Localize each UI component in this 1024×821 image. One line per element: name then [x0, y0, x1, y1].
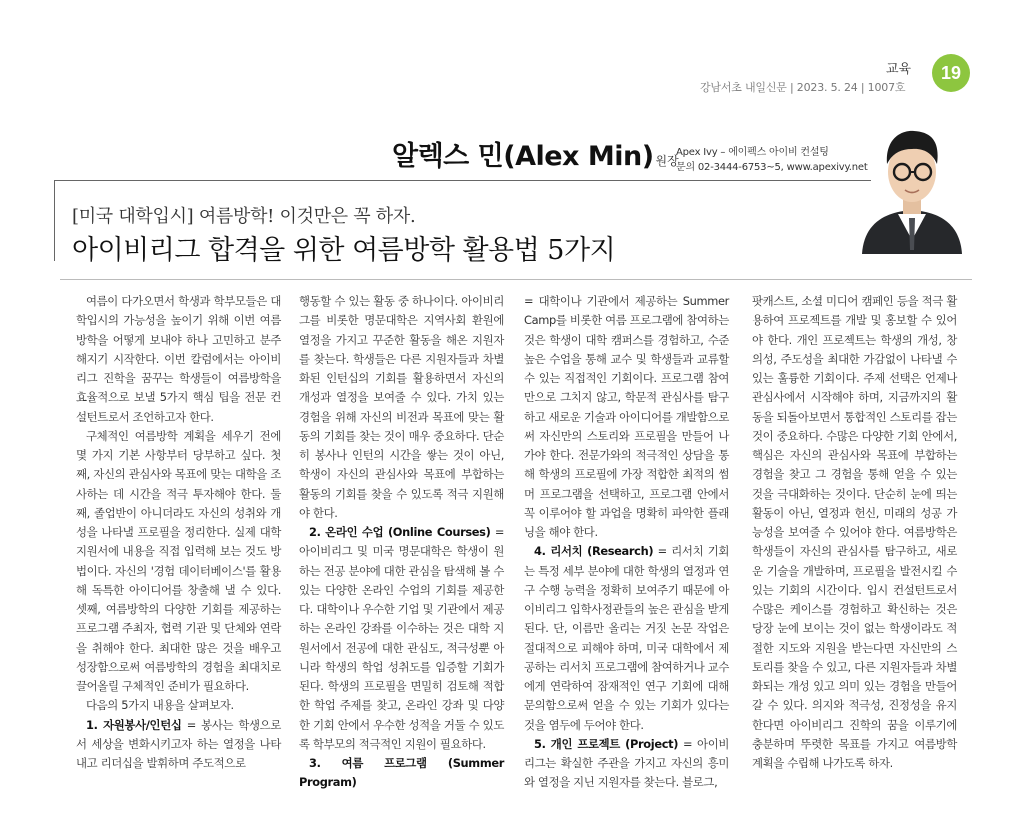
issue-meta: 강남서초 내일신문 | 2023. 5. 24 | 1007호	[700, 81, 906, 94]
section-label: 교육	[886, 62, 912, 77]
subheading: 5. 개인 프로젝트 (Project)	[534, 736, 679, 751]
contact-info: 문의 02-3444-6753~5, www.apexivy.net	[676, 162, 868, 173]
page-number-badge: 19	[932, 54, 970, 92]
paragraph-text: 여름이 다가오면서 학생과 학부모들은 대학입시의 가능성을 높이기 위해 이번 여름방학을 어떻게 보내야 하나 고민하고 분주해지기 시작한다. 이번 칼럼에서는 아이비리그 진학을 꿈꾸는 학생들이 여름방학을 효율적으로 보낼 5가지 핵심 팁을 전문 컨설턴트로서 조언하고자 한다.	[76, 294, 281, 424]
paragraph	[752, 292, 957, 773]
subheading: 1. 자원봉사/인턴십	[86, 717, 182, 732]
paragraph	[299, 292, 504, 523]
paragraph-text: 팟캐스트, 소셜 미디어 캠페인 등을 적극 활용하여 프로젝트를 개발 및 홍보할 수 있어야 한다. 개인 프로젝트는 학생의 개성, 창의성, 주도성을 최대한 가감없이 나타낼 수 있는 훌륭한 기회이다. 주제 선택은 언제나 관심사에서 시작해야 하며, 지금까지의 활동을 되돌아보면서 통합적인 스토리를 잡는 것이 중요하다. 수많은 다양한 기회 안에서, 핵심은 자신의 관심사와 목표에 부합하는 경험을 찾고 그 경험을 통해 얻을 수 있는 것을 극대화하는 것이다. 단순히 눈에 띄는 활동이 아닌, 열정과 헌신, 미래의 성공 가능성을 보여줄 수 있어야 한다. 여름방학은 학생들이 자신의 관심사를 탐구하고, 새로운 기술을 개발하며, 프로필을 발전시킬 수 있는 기회의 시간이다. 입시 컨설턴트로서 수많은 케이스를 경험하고 확신하는 것은 당장 눈에 보이는 것이 없는 학생이라도 적절한 지도와 지원을 받는다면 자신만의 스토리를 찾을 수 있고, 다른 지원자들과 차별화되는 개성 있고 의미 있는 경험을 만들어 갈 수 있다. 의지와 적극성, 진정성을 유지한다면 아이비리그 진학의 꿈을 이루기에 충분하며 뚜렷한 목표를 가지고 여름방학 계획을 수립해 나가도록 하자.	[752, 294, 957, 770]
paragraph	[524, 735, 729, 793]
paragraph	[76, 427, 281, 697]
author-name: 알렉스 민(Alex Min)	[392, 141, 654, 172]
article-column-4	[752, 292, 957, 773]
paragraph	[76, 292, 281, 427]
paragraph-text: 행동할 수 있는 활동 중 하나이다. 아이비리그를 비롯한 명문대학은 지역사회 환원에 열정을 가지고 꾸준한 활동을 해온 지원자를 찾는다. 학생들은 다른 지원자들과 차별화된 인턴십의 기회를 활용하면서 자신의 개성과 열정을 보여줄 수 있다. 가치 있는 경험을 위해 자신의 비전과 목표에 맞는 활동의 기회를 찾는 것이 매우 중요하다. 단순히 봉사나 인턴의 시간을 쌓는 것이 아닌, 학생이 자신의 관심사와 목표에 부합하는 활동의 기회를 찾을 수 있도록 적극 지원해야 한다.	[299, 294, 504, 520]
paragraph	[524, 292, 729, 542]
paragraph-text: 다음의 5가지 내용을 살펴보자.	[86, 698, 234, 713]
headline-kicker: [미국 대학입시] 여름방학! 이것만은 꼭 하자.	[72, 206, 416, 227]
subheading: 2. 온라인 수업 (Online Courses)	[309, 525, 491, 539]
author-affiliation	[676, 145, 868, 175]
paragraph	[299, 754, 504, 793]
paragraph-text: = 대학이나 기관에서 제공하는 Summer Camp를 비롯한 여름 프로그램에 참여하는 것은 학생이 대학 캠퍼스를 경험하고, 수준 높은 수업을 통해 교수 및 학생들과 교류할 수 있는 직접적인 기회이다. 프로그램 참여만으로 그치지 않고, 학문적 관심사를 탐구하고 새로운 기술과 아이디어를 개발함으로써 자신만의 스토리와 프로필을 만들어 나가야 한다. 전문가와의 적극적인 상담을 통해 학생의 프로필에 가장 적합한 최적의 썸머 프로그램을 선택하고, 프로그램 안에서 꼭 이루어야 할 과업을 명확히 파악한 플래닝을 해야 한다.	[524, 294, 729, 539]
paragraph	[299, 523, 504, 754]
paragraph-text: = 아이비리그 및 미국 명문대학은 학생이 원하는 전공 분야에 대한 관심을 탐색해 볼 수 있는 다양한 온라인 수업의 기회를 제공한다. 대학이나 우수한 기업 및 기관에서 제공하는 온라인 강좌를 이수하는 것은 대학 지원서에서 전공에 대한 관심도, 적극성뿐 아니라 학생의 학업 성취도를 입증할 기회가 된다. 학생의 프로필을 면밀히 검토해 적합한 학업 주제를 찾고, 온라인 강좌 및 다양한 기회 안에서 우수한 성적을 거둘 수 있도록 학부모의 적극적인 지원이 필요하다.	[299, 525, 505, 751]
paragraph	[76, 696, 281, 715]
paragraph	[524, 542, 729, 735]
company-name: Apex Ivy – 에이펙스 아이비 컨설팅	[676, 147, 829, 158]
author-byline	[392, 134, 679, 173]
article-column-1	[76, 292, 281, 773]
headline-divider	[60, 279, 972, 280]
paragraph-text: = 아이비리그는 확실한 주관을 가지고 자신의 흥미와 열정을 지닌 지원자를 찾는다. 블로그,	[524, 736, 729, 790]
subheading: 3. 여름 프로그램 (Summer Program)	[299, 756, 504, 790]
paragraph-text: 구체적인 여름방학 계획을 세우기 전에 몇 가지 기본 사항부터 당부하고 싶다. 첫째, 자신의 관심사와 목표에 맞는 대학을 조사하는 데 시간을 적극 투자해야 한다. 둘째, 졸업반이 아니더라도 자신의 성취와 개성을 나타낼 프로필을 정리한다. 실제 대학 지원서에 내용을 직접 입력해 보는 것도 방법이다. 자신의 '경험 데이터베이스'를 활용해 독특한 아이디어를 창출해 낼 수 있다. 셋째, 여름방학의 다양한 기회를 제공하는 프로그램 주최자, 협력 기관 및 단체와 연락을 취해야 한다. 최대한 많은 것을 배우고 성장함으로써 여름방학의 경험을 최대치로 끌어올릴 구체적인 준비가 필요하다.	[76, 428, 281, 693]
paragraph-text: = 봉사는 학생으로서 세상을 변화시키고자 하는 열정을 나타내고 리더십을 발휘하며 주도적으로	[76, 717, 281, 770]
headline-title: 아이비리그 합격을 위한 여름방학 활용법 5가지	[72, 235, 616, 266]
paragraph	[76, 716, 281, 774]
article-column-3	[524, 292, 729, 793]
author-title: 원장	[655, 154, 679, 168]
paragraph-text: = 리서치 기회는 특정 세부 분야에 대한 학생의 열정과 연구 수행 능력을 정확히 보여주기 때문에 아이비리그 입학사정관들의 높은 관심을 받게 된다. 단, 이름만 올리는 거짓 논문 작업은 절대적으로 피해야 하며, 미국 대학에서 제공하는 리서치 프로그램에 참여하거나 교수에게 연락하여 잠재적인 연구 기회에 대해 문의함으로써 얻을 수 있는 기회가 있다는 것을 염두에 두어야 한다.	[524, 544, 729, 732]
article-column-2	[299, 292, 504, 793]
subheading: 4. 리서치 (Research)	[534, 544, 654, 559]
